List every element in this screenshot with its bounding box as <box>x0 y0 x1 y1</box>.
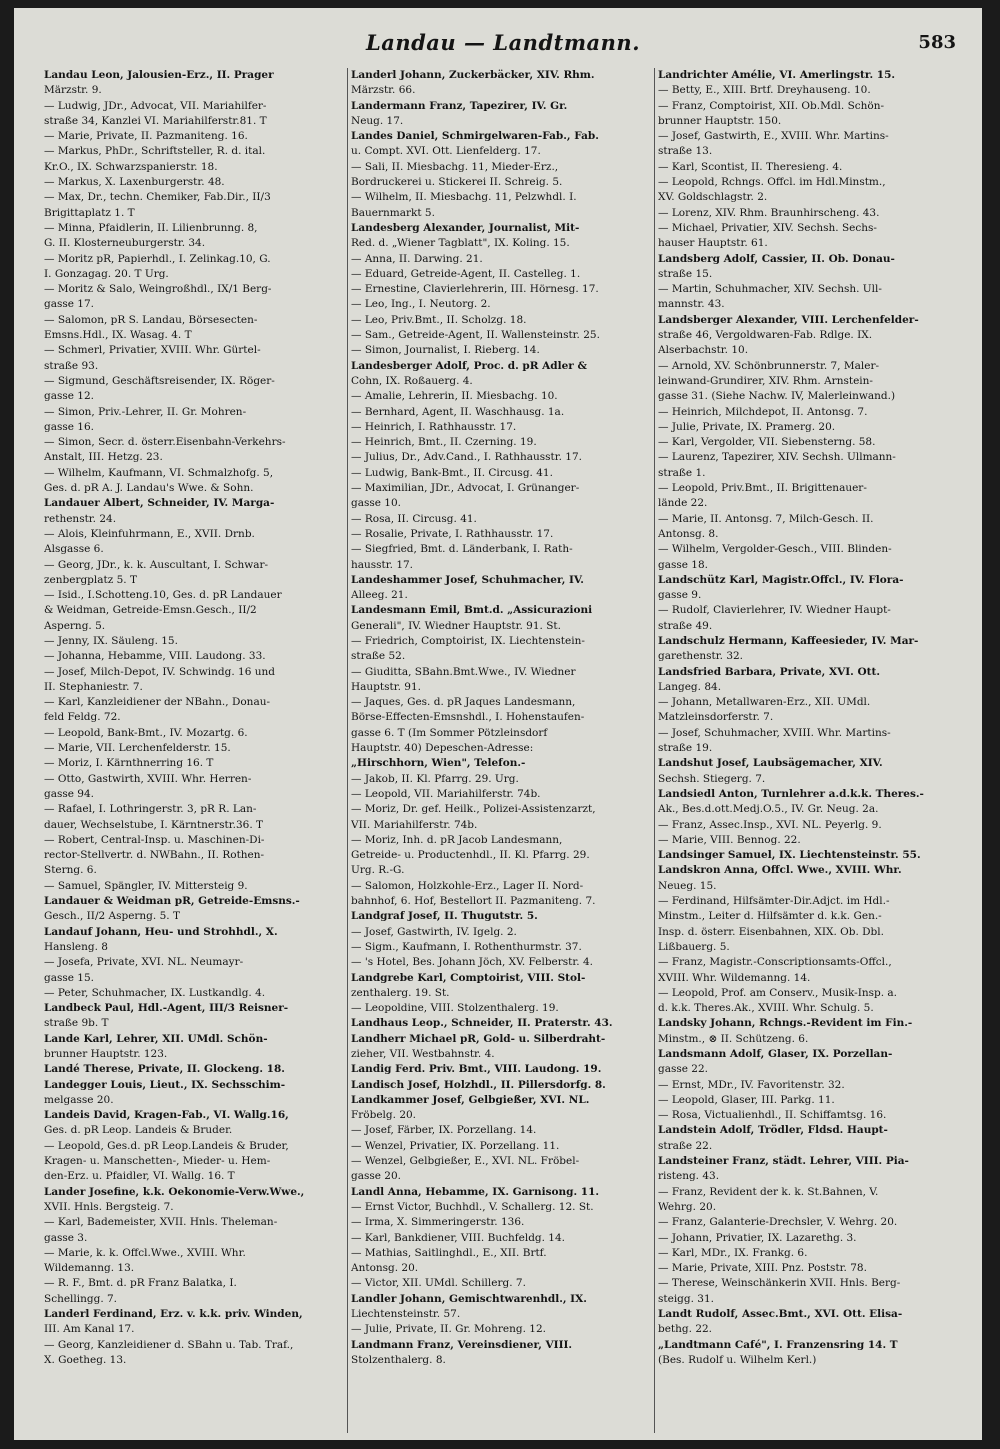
entry-line: zenbergplatz 5. T <box>44 573 137 586</box>
entry-heading-line: Landsinger Samuel, IX. Liechtensteinstr. 55. <box>658 849 921 862</box>
entry-line: — Wilhelm, Vergolder-Gesch., VIII. Blinden- <box>658 543 892 556</box>
entry-line: — Therese, Weinschänkerin XVII. Hnls. Berg- <box>658 1277 901 1290</box>
entry-line: — Schmerl, Privatier, XVIII. Whr. Gürtel- <box>44 344 261 357</box>
entry-line: — Rafael, I. Lothringerstr. 3, pR R. Lan- <box>44 803 257 816</box>
entry-line: gasse 20. <box>351 1170 402 1183</box>
columns-area <box>44 68 964 1433</box>
entry-line: — Irma, X. Simmeringerstr. 136. <box>351 1216 525 1229</box>
entry-line: — Karl, Scontist, II. Theresieng. 4. <box>658 160 843 173</box>
entry-line: Hauptstr. 40) Depeschen-Adresse: <box>351 742 534 755</box>
entry-line: dauer, Wechselstube, I. Kärntnerstr.36. T <box>44 818 264 831</box>
entry-line: — Franz, Comptoirist, XII. Ob.Mdl. Schön- <box>658 99 885 112</box>
entry-heading-line: „Hirschhorn, Wien", Telefon.- <box>351 757 526 770</box>
entry-line: — Moriz, Inh. d. pR Jacob Landesmann, <box>351 833 563 846</box>
entry-line: straße 34, Kanzlei VI. Mariahilferstr.81. T <box>44 114 267 127</box>
entry-line: Alserbachstr. 10. <box>658 344 749 357</box>
entry-line: Hansleng. 8 <box>44 940 108 953</box>
entry-heading-line: Landgraf Josef, II. Thugutstr. 5. <box>351 910 538 923</box>
entry-heading-line: Landesberger Adolf, Proc. d. pR Adler & <box>351 359 587 372</box>
entry-line: — Leopold, Prof. am Conserv., Musik-Insp. a. <box>658 986 898 999</box>
entry-line: straße 13. <box>658 145 713 158</box>
entry-line: — Isid., I.Schotteng.10, Ges. d. pR Landauer <box>44 589 282 602</box>
entry-line: Hauptstr. 91. <box>351 680 421 693</box>
entry-line: — Otto, Gastwirth, XVIII. Whr. Herren- <box>44 772 252 785</box>
entry-line: — Ludwig, Bank-Bmt., II. Circusg. 41. <box>351 466 553 479</box>
entry-line: straße 46, Vergoldwaren-Fab. Rdlge. IX. <box>658 329 873 342</box>
entry-line: Emsns.Hdl., IX. Wasag. 4. T <box>44 329 192 342</box>
entry-line: Antonsg. 8. <box>658 527 719 540</box>
entry-heading-line: Landbeck Paul, Hdl.-Agent, III/3 Reisner- <box>44 1002 289 1015</box>
entry-line: — Simon, Priv.-Lehrer, II. Gr. Mohren- <box>44 405 247 418</box>
entry-heading-line: Landsfried Barbara, Private, XVI. Ott. <box>658 665 880 678</box>
entry-line: Minstm., Leiter d. Hilfsämter d. k.k. Gen.- <box>658 910 882 923</box>
entry-line: — Moritz pR, Papierhdl., I. Zelinkag.10, G. <box>44 252 271 265</box>
entry-line: — Karl, Kanzleidiener der NBahn., Donau- <box>44 696 271 709</box>
entry-line: — Ludwig, JDr., Advocat, VII. Mariahilfer- <box>44 99 267 112</box>
entry-heading-line: Landesberg Alexander, Journalist, Mit- <box>351 221 580 234</box>
entry-line: — Wenzel, Privatier, IX. Porzellang. 11. <box>351 1139 560 1152</box>
entry-line: — Josef, Färber, IX. Porzellang. 14. <box>351 1124 537 1137</box>
entry-heading-line: Landeshammer Josef, Schuhmacher, IV. <box>351 573 584 586</box>
entry-line: — Jaques, Ges. d. pR Jaques Landesmann, <box>351 696 576 709</box>
entry-line: X. Goetheg. 13. <box>44 1353 127 1366</box>
entry-line: — Josef, Gastwirth, IV. Igelg. 2. <box>351 925 517 938</box>
entry-line: — Wilhelm, Kaufmann, VI. Schmalzhofg. 5, <box>44 466 274 479</box>
column-3 <box>658 68 958 1433</box>
entry-line: — Sam., Getreide-Agent, II. Wallensteinstr. 25. <box>351 329 600 342</box>
entry-line: — 's Hotel, Bes. Johann Jöch, XV. Felberstr. 4. <box>351 956 593 969</box>
entry-heading-line: Landig Ferd. Priv. Bmt., VIII. Laudong. 19. <box>351 1063 602 1076</box>
entry-line: gasse 6. T (Im Sommer Pötzleinsdorf <box>351 726 548 739</box>
column-2 <box>351 68 651 1433</box>
entry-line: Generali", IV. Wiedner Hauptstr. 91. St. <box>351 619 561 632</box>
entry-line: — Franz, Revident der k. k. St.Bahnen, V. <box>658 1185 879 1198</box>
entry-line: — Leopoldine, VIII. Stolzenthalerg. 19. <box>351 1002 559 1015</box>
entry-line: hauser Hauptstr. 61. <box>658 237 768 250</box>
entry-line: zenthalerg. 19. St. <box>351 986 450 999</box>
entry-line: — Samuel, Spängler, IV. Mittersteig 9. <box>44 879 248 892</box>
entry-line: gasse 18. <box>658 558 709 571</box>
entry-heading-line: Landschütz Karl, Magistr.Offcl., IV. Flora- <box>658 573 904 586</box>
entry-line: — Sigmund, Geschäftsreisender, IX. Röger- <box>44 374 275 387</box>
entry-line: Märzstr. 66. <box>351 84 416 97</box>
entry-line: — Simon, Secr. d. österr.Eisenbahn-Verkehrs- <box>44 436 286 449</box>
column-divider <box>347 68 348 1433</box>
entry-line: Stolzenthalerg. 8. <box>351 1353 446 1366</box>
entry-heading-line: Landstein Adolf, Trödler, Fldsd. Haupt- <box>658 1124 888 1137</box>
entry-line: — Siegfried, Bmt. d. Länderbank, I. Rath- <box>351 543 573 556</box>
entry-line: Alsgasse 6. <box>44 543 104 556</box>
entry-line: — Lorenz, XIV. Rhm. Braunhirscheng. 43. <box>658 206 880 219</box>
entry-line: — Giuditta, SBahn.Bmt.Wwe., IV. Wiedner <box>351 665 576 678</box>
entry-line: — Bernhard, Agent, II. Waschhausg. 1a. <box>351 405 565 418</box>
entry-line: I. Gonzagag. 20. T Urg. <box>44 267 169 280</box>
entry-heading-line: Landé Therese, Private, II. Glockeng. 18. <box>44 1063 285 1076</box>
entry-line: Red. d. „Wiener Tagblatt", IX. Koling. 15. <box>351 237 570 250</box>
entry-heading-line: Landsiedl Anton, Turnlehrer a.d.k.k. Theres.- <box>658 787 924 800</box>
entry-heading-line: Landhaus Leop., Schneider, II. Praterstr. 43. <box>351 1017 613 1030</box>
entry-line: gasse 22. <box>658 1063 709 1076</box>
entry-line: straße 15. <box>658 267 713 280</box>
entry-line: — Moriz, I. Kärnthnerring 16. T <box>44 757 214 770</box>
entry-line: — Rosalie, Private, I. Rathhausstr. 17. <box>351 527 554 540</box>
entry-line: — Wilhelm, II. Miesbachg. 11, Pelzwhdl. I. <box>351 191 577 204</box>
entry-line: — Rosa, Victualienhdl., II. Schiffamtsg. 16. <box>658 1109 887 1122</box>
entry-line: — Markus, PhDr., Schriftsteller, R. d. ital. <box>44 145 266 158</box>
entry-line: hausstr. 17. <box>351 558 414 571</box>
entry-line: XVIII. Whr. Wildemanng. 14. <box>658 971 811 984</box>
entry-line: Sterng. 6. <box>44 864 97 877</box>
entry-line: straße 93. <box>44 359 99 372</box>
entry-line: Bordruckerei u. Stickerei II. Schreig. 5. <box>351 176 563 189</box>
entry-line: — Markus, X. Laxenburgerstr. 48. <box>44 176 225 189</box>
entry-line: den-Erz. u. Pfaidler, VI. Wallg. 16. T <box>44 1170 235 1183</box>
entry-line: II. Stephaniestr. 7. <box>44 680 143 693</box>
entry-line: Getreide- u. Productenhdl., II. Kl. Pfarrg. 29. <box>351 849 590 862</box>
entry-line: — Arnold, XV. Schönbrunnerstr. 7, Maler- <box>658 359 880 372</box>
entry-line: XVII. Hnls. Bergsteig. 7. <box>44 1200 174 1213</box>
entry-heading-line: Landesmann Emil, Bmt.d. „Assicurazioni <box>351 604 593 617</box>
entry-line: — Franz, Assec.Insp., XVI. NL. Peyerlg. 9. <box>658 818 882 831</box>
entry-line: — Ernst Victor, Buchhdl., V. Schallerg. 12. St. <box>351 1200 594 1213</box>
entry-line: gasse 17. <box>44 298 95 311</box>
entry-line: brunner Hauptstr. 123. <box>44 1048 168 1060</box>
entry-line: straße 22. <box>658 1139 713 1152</box>
entry-line: garethenstr. 32. <box>658 650 744 663</box>
entry-line: — Karl, MDr., IX. Frankg. 6. <box>658 1246 808 1259</box>
entry-line: straße 52. <box>351 650 406 663</box>
entry-line: — Laurenz, Tapezirer, XIV. Sechsh. Ullmann- <box>658 451 896 464</box>
entry-heading-line: Landsberger Alexander, VIII. Lerchenfelder- <box>658 313 919 326</box>
entry-line: Langeg. 84. <box>658 680 722 693</box>
entry-heading-line: Landerl Ferdinand, Erz. v. k.k. priv. Winden, <box>44 1308 303 1321</box>
entry-line: Neug. 17. <box>351 114 404 127</box>
entry-line: — Moriz, Dr. gef. Heilk., Polizei-Assistenzarzt, <box>351 803 596 816</box>
entry-line: — Karl, Vergolder, VII. Siebensterng. 58. <box>658 436 876 449</box>
entry-line: — Karl, Bankdiener, VIII. Buchfeldg. 14. <box>351 1231 566 1244</box>
entry-heading-line: Landsberg Adolf, Cassier, II. Ob. Donau- <box>658 252 895 265</box>
entry-line: Sechsh. Stiegerg. 7. <box>658 772 766 785</box>
entry-line: — Franz, Magistr.-Conscriptionsamts-Offcl., <box>658 956 892 969</box>
entry-heading-line: Landes Daniel, Schmirgelwaren-Fab., Fab. <box>351 130 599 143</box>
entry-line: — Heinrich, Milchdepot, II. Antonsg. 7. <box>658 405 868 418</box>
entry-line: — Sali, II. Miesbachg. 11, Mieder-Erz., <box>351 160 559 173</box>
entry-line: — Sigm., Kaufmann, I. Rothenthurmstr. 37. <box>351 940 582 953</box>
entry-line: — Heinrich, I. Rathhausstr. 17. <box>351 420 517 433</box>
entry-line: Liechtensteinstr. 57. <box>351 1308 461 1321</box>
entry-line: — Marie, Private, XIII. Pnz. Poststr. 78. <box>658 1262 867 1275</box>
entry-line: — Minna, Pfaidlerin, II. Lilienbrunng. 8, <box>44 221 258 234</box>
entry-heading-line: Lander Josefine, k.k. Oekonomie-Verw.Wwe., <box>44 1185 305 1198</box>
entry-line: VII. Mariahilferstr. 74b. <box>351 818 478 831</box>
entry-line: straße 49. <box>658 619 713 632</box>
entry-line: — Salomon, pR S. Landau, Börsesecten- <box>44 313 258 326</box>
entry-line: — Leopold, Glaser, III. Parkg. 11. <box>658 1093 835 1106</box>
entry-line: Minstm., ⊗ II. Schützeng. 6. <box>658 1032 809 1045</box>
entry-line: — Leopold, Priv.Bmt., II. Brigittenauer- <box>658 482 867 495</box>
entry-line: Urg. R.-G. <box>351 864 405 877</box>
column-1 <box>44 68 344 1433</box>
entry-line: Wehrg. 20. <box>658 1200 717 1213</box>
entry-line: — Max, Dr., techn. Chemiker, Fab.Dir., II/3 <box>44 191 271 204</box>
entry-line: Börse-Effecten-Emsnshdl., I. Hohenstaufen- <box>351 711 585 724</box>
entry-line: — Heinrich, Bmt., II. Czerning. 19. <box>351 436 537 449</box>
entry-line: Ges. d. pR A. J. Landau's Wwe. & Sohn. <box>44 482 254 495</box>
entry-heading-line: Landrichter Amélie, VI. Amerlingstr. 15. <box>658 69 896 81</box>
entry-line: — Simon, Journalist, I. Rieberg. 14. <box>351 344 540 357</box>
entry-heading-line: Landschulz Hermann, Kaffeesieder, IV. Mar- <box>658 634 919 647</box>
entry-line: — Johanna, Hebamme, VIII. Laudong. 33. <box>44 650 266 663</box>
entry-line: Cohn, IX. Roßauerg. 4. <box>351 374 473 387</box>
entry-line: — Moritz & Salo, Weingroßhdl., IX/1 Berg- <box>44 283 272 296</box>
entry-heading-line: Landauf Johann, Heu- und Strohhdl., X. <box>44 925 278 938</box>
entry-line: — Marie, VII. Lerchenfelderstr. 15. <box>44 742 231 755</box>
entry-line: — Marie, k. k. Offcl.Wwe., XVIII. Whr. <box>44 1246 246 1259</box>
entry-line: — Robert, Central-Insp. u. Maschinen-Di- <box>44 833 265 846</box>
entry-line: G. II. Klosterneuburgerstr. 34. <box>44 237 206 250</box>
entry-line: — Leo, Ing., I. Neutorg. 2. <box>351 298 491 311</box>
entry-line: gasse 94. <box>44 787 95 800</box>
entry-heading-line: Landmann Franz, Vereinsdiener, VIII. <box>351 1338 573 1351</box>
entry-heading-line: Landauer & Weidman pR, Getreide-Emsns.- <box>44 895 300 908</box>
entry-line: — Michael, Privatier, XIV. Sechsh. Sechs- <box>658 221 877 234</box>
entry-line: — Alois, Kleinfuhrmann, E., XVII. Drnb. <box>44 527 255 540</box>
entry-line: Kr.O., IX. Schwarzspanierstr. 18. <box>44 160 218 173</box>
entry-line: gasse 10. <box>351 497 402 510</box>
entry-heading-line: Landt Rudolf, Assec.Bmt., XVI. Ott. Elisa- <box>658 1308 903 1321</box>
entry-line: — Eduard, Getreide-Agent, II. Castelleg. 1. <box>351 267 581 280</box>
entry-heading-line: Landeis David, Kragen-Fab., VI. Wallg.16, <box>44 1109 289 1122</box>
entry-line: (Bes. Rudolf u. Wilhelm Kerl.) <box>658 1353 817 1366</box>
entry-line: zieher, VII. Westbahnstr. 4. <box>351 1048 495 1060</box>
entry-heading-line: „Landtmann Café", I. Franzensring 14. T <box>658 1338 898 1351</box>
entry-line: — Ferdinand, Hilfsämter-Dir.Adjct. im Hdl.- <box>658 895 890 908</box>
entry-line: Neueg. 15. <box>658 879 717 892</box>
entry-heading-line: Landsky Johann, Rchngs.-Revident im Fin.- <box>658 1017 913 1030</box>
entry-line: — Wenzel, Gelbgießer, E., XVI. NL. Fröbel- <box>351 1155 580 1168</box>
entry-line: — Ernestine, Clavierlehrerin, III. Hörnesg. 17. <box>351 283 599 296</box>
entry-line: bahnhof, 6. Hof, Bestellort II. Pazmaniteng. 7. <box>351 895 596 908</box>
entry-line: — Marie, II. Antonsg. 7, Milch-Gesch. II. <box>658 512 874 525</box>
entry-line: — Jenny, IX. Säuleng. 15. <box>44 634 178 647</box>
entry-line: feld Feldg. 72. <box>44 711 121 724</box>
entry-line: — Ernst, MDr., IV. Favoritenstr. 32. <box>658 1078 845 1091</box>
page-header <box>44 30 962 64</box>
entry-line: & Weidman, Getreide-Emsn.Gesch., II/2 <box>44 604 257 617</box>
entry-line: bethg. 22. <box>658 1323 713 1336</box>
entry-line: gasse 9. <box>658 589 702 602</box>
entry-line: — Leo, Priv.Bmt., II. Scholzg. 18. <box>351 313 527 326</box>
entry-line: — Julius, Dr., Adv.Cand., I. Rathhausstr. 17. <box>351 451 582 464</box>
entry-line: Bauernmarkt 5. <box>351 206 435 219</box>
column-divider <box>654 68 655 1433</box>
entry-line: Insp. d. österr. Eisenbahnen, XIX. Ob. Dbl. <box>658 925 884 938</box>
entry-line: Fröbelg. 20. <box>351 1109 417 1122</box>
entry-line: brunner Hauptstr. 150. <box>658 114 782 127</box>
entry-line: Antonsg. 20. <box>351 1262 419 1275</box>
entry-line: Alleeg. 21. <box>351 589 408 602</box>
entry-line: — Peter, Schuhmacher, IX. Lustkandlg. 4. <box>44 986 266 999</box>
entry-line: lände 22. <box>658 497 708 510</box>
entry-line: III. Am Kanal 17. <box>44 1323 135 1336</box>
entry-line: gasse 12. <box>44 390 95 403</box>
entry-line: — Karl, Bademeister, XVII. Hnls. Theleman- <box>44 1216 278 1229</box>
entry-line: Kragen- u. Manschetten-, Mieder- u. Hem- <box>44 1155 271 1168</box>
entry-line: — Johann, Privatier, IX. Lazarethg. 3. <box>658 1231 857 1244</box>
entry-heading-line: Landler Johann, Gemischtwarenhdl., IX. <box>351 1292 587 1305</box>
entry-line: — Josef, Gastwirth, E., XVIII. Whr. Martins- <box>658 130 889 143</box>
entry-line: rethenstr. 24. <box>44 512 117 525</box>
entry-heading-line: Landherr Michael pR, Gold- u. Silberdraht- <box>351 1032 606 1045</box>
entry-heading-line: Landl Anna, Hebamme, IX. Garnisong. 11. <box>351 1185 600 1198</box>
entry-heading-line: Landgrebe Karl, Comptoirist, VIII. Stol- <box>351 971 586 984</box>
entry-heading-line: Landisch Josef, Holzhdl., II. Pillersdorfg. 8. <box>351 1078 606 1091</box>
entry-line: — Leopold, VII. Mariahilferstr. 74b. <box>351 787 541 800</box>
entry-line: leinwand-Grundirer, XIV. Rhm. Arnstein- <box>658 374 873 387</box>
entry-heading-line: Landskron Anna, Offcl. Wwe., XVIII. Whr. <box>658 864 902 877</box>
entry-line: gasse 3. <box>44 1231 88 1244</box>
entry-line: — Josef, Milch-Depot, IV. Schwindg. 16 und <box>44 665 275 678</box>
entry-heading-line: Landkammer Josef, Gelbgießer, XVI. NL. <box>351 1093 590 1106</box>
entry-line: Gesch., II/2 Asperng. 5. T <box>44 910 180 923</box>
entry-line: gasse 15. <box>44 971 95 984</box>
entry-line: straße 9b. T <box>44 1017 109 1030</box>
entry-line: Märzstr. 9. <box>44 84 102 97</box>
entry-heading-line: Landauer Albert, Schneider, IV. Marga- <box>44 497 275 510</box>
entry-line: XV. Goldschlagstr. 2. <box>658 191 768 204</box>
entry-line: d. k.k. Theres.Ak., XVIII. Whr. Schulg. 5. <box>658 1002 874 1015</box>
entry-line: Matzleinsdorferstr. 7. <box>658 711 774 724</box>
entry-line: Asperng. 5. <box>44 619 106 632</box>
entry-heading-line: Landerl Johann, Zuckerbäcker, XIV. Rhm. <box>351 69 595 81</box>
entry-line: — Marie, VIII. Bennog. 22. <box>658 833 801 846</box>
entry-line: Lißbauerg. 5. <box>658 940 730 953</box>
entry-line: mannstr. 43. <box>658 298 725 311</box>
entry-line: straße 19. <box>658 742 713 755</box>
entry-line: gasse 31. (Siehe Nachw. IV, Malerleinwand.) <box>658 390 896 403</box>
entry-line: rector-Stellvertr. d. NWBahn., II. Rothen- <box>44 849 265 862</box>
entry-line: — Leopold, Rchngs. Offcl. im Hdl.Minstm., <box>658 176 886 189</box>
entry-line: — Leopold, Bank-Bmt., IV. Mozartg. 6. <box>44 726 248 739</box>
entry-heading-line: Landshut Josef, Laubsägemacher, XIV. <box>658 757 883 770</box>
entry-line: — Josefa, Private, XVI. NL. Neumayr- <box>44 956 244 969</box>
entry-line: risteng. 43. <box>658 1170 720 1183</box>
entry-line: — Johann, Metallwaren-Erz., XII. UMdl. <box>658 696 871 709</box>
entry-heading-line: Lande Karl, Lehrer, XII. UMdl. Schön- <box>44 1032 268 1045</box>
entry-line: — Georg, Kanzleidiener d. SBahn u. Tab. Traf., <box>44 1338 294 1351</box>
entry-heading-line: Landermann Franz, Tapezirer, IV. Gr. <box>351 99 568 112</box>
entry-line: — Betty, E., XIII. Brtf. Dreyhauseng. 10. <box>658 84 871 97</box>
entry-line: — Josef, Schuhmacher, XVIII. Whr. Martins- <box>658 726 891 739</box>
entry-line: — Rudolf, Clavierlehrer, IV. Wiedner Haupt- <box>658 604 891 617</box>
entry-line: straße 1. <box>658 466 706 479</box>
entry-heading-line: Landsteiner Franz, städt. Lehrer, VIII. Pia- <box>658 1155 909 1168</box>
directory-page <box>14 8 982 1440</box>
entry-line: — Julie, Private, II. Gr. Mohreng. 12. <box>351 1323 546 1336</box>
entry-heading-line: Landsmann Adolf, Glaser, IX. Porzellan- <box>658 1048 893 1060</box>
entry-line: melgasse 20. <box>44 1093 114 1106</box>
page-title: Landau — Landtmann. <box>365 30 641 55</box>
entry-line: — Rosa, II. Circusg. 41. <box>351 512 477 525</box>
page-number: 583 <box>918 32 956 53</box>
entry-line: Ak., Bes.d.ott.Medj.O.5., IV. Gr. Neug. 2a. <box>658 803 879 816</box>
entry-heading-line: Landau Leon, Jalousien-Erz., II. Prager <box>44 69 274 81</box>
entry-line: steigg. 31. <box>658 1292 714 1305</box>
entry-line: — Maximilian, JDr., Advocat, I. Grünanger- <box>351 482 580 495</box>
entry-line: gasse 16. <box>44 420 95 433</box>
entry-line: Brigittaplatz 1. T <box>44 206 135 219</box>
entry-line: Wildemanng. 13. <box>44 1262 135 1275</box>
entry-line: — Salomon, Holzkohle-Erz., Lager II. Nord- <box>351 879 584 892</box>
entry-line: — Mathias, Saitlinghdl., E., XII. Brtf. <box>351 1246 547 1259</box>
entry-line: — Julie, Private, IX. Pramerg. 20. <box>658 420 836 433</box>
entry-line: — Georg, JDr., k. k. Auscultant, I. Schwar- <box>44 558 269 571</box>
entry-heading-line: Landegger Louis, Lieut., IX. Sechsschim- <box>44 1078 286 1091</box>
entry-line: — Amalie, Lehrerin, II. Miesbachg. 10. <box>351 390 558 403</box>
entry-line: — Martin, Schuhmacher, XIV. Sechsh. Ull- <box>658 283 882 296</box>
entry-line: — Anna, II. Darwing. 21. <box>351 252 483 265</box>
entry-line: Ges. d. pR Leop. Landeis & Bruder. <box>44 1124 233 1137</box>
entry-line: — Friedrich, Comptoirist, IX. Liechtenstein- <box>351 634 585 647</box>
entry-line: — Jakob, II. Kl. Pfarrg. 29. Urg. <box>351 772 519 785</box>
entry-line: — Victor, XII. UMdl. Schillerg. 7. <box>351 1277 526 1290</box>
entry-line: — Franz, Galanterie-Drechsler, V. Wehrg. 20. <box>658 1216 898 1229</box>
entry-line: — Marie, Private, II. Pazmaniteng. 16. <box>44 130 248 143</box>
entry-line: Anstalt, III. Hetzg. 23. <box>44 451 163 464</box>
entry-line: — Leopold, Ges.d. pR Leop.Landeis & Bruder, <box>44 1139 289 1152</box>
entry-line: Schellingg. 7. <box>44 1292 118 1305</box>
entry-line: u. Compt. XVI. Ott. Lienfelderg. 17. <box>351 145 541 158</box>
entry-line: — R. F., Bmt. d. pR Franz Balatka, I. <box>44 1277 237 1290</box>
